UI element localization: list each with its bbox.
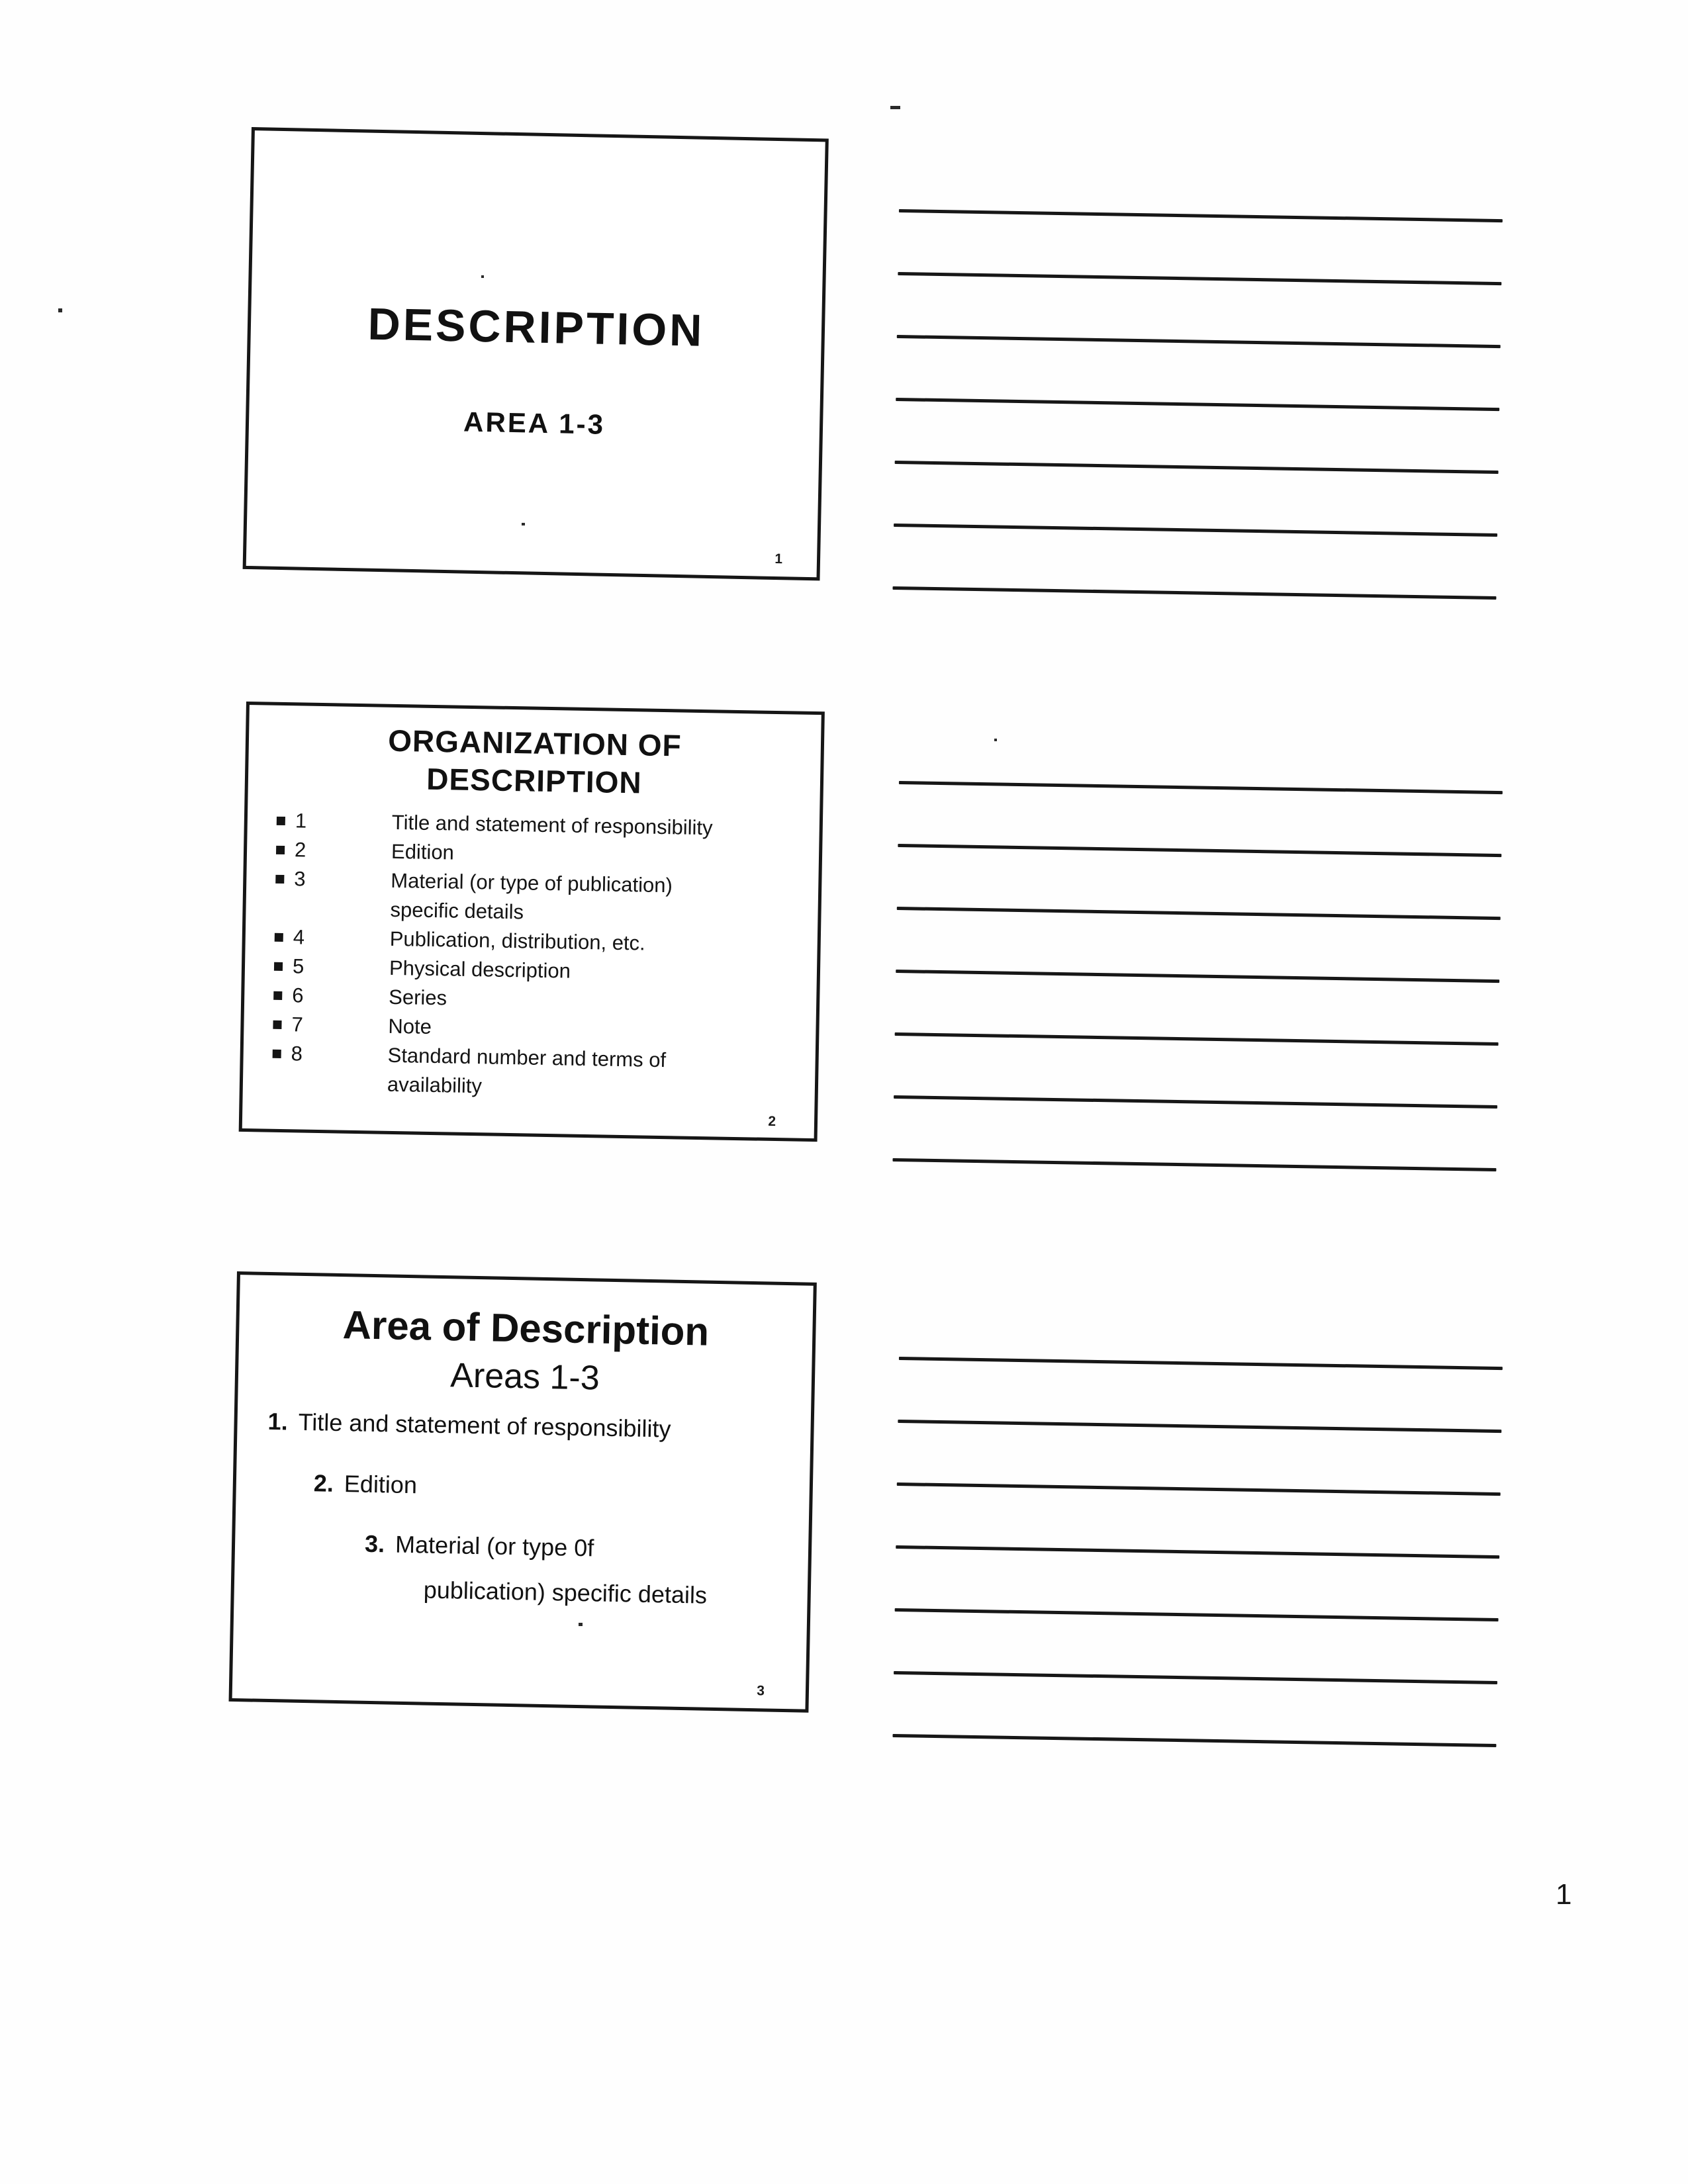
numbered-item-wrap [423, 1576, 707, 1610]
item-number: 6 [291, 983, 304, 1007]
item-number: 1 [295, 809, 307, 833]
item-text: Edition [391, 839, 455, 864]
scan-speck [58, 308, 62, 312]
item-text: Material (or type of publication) [391, 868, 673, 897]
item-number: 8 [291, 1042, 303, 1066]
item-number: 3 [294, 867, 306, 891]
note-line [896, 398, 1499, 411]
item-text: Publication, distribution, etc. [389, 927, 646, 955]
slide-3 [229, 1271, 817, 1713]
note-line [898, 1420, 1501, 1433]
item-number: 7 [291, 1013, 304, 1036]
note-line [894, 1671, 1497, 1684]
bullet-square-icon [276, 846, 285, 854]
slide-1-number: 1 [774, 551, 783, 567]
numbered-item [365, 1530, 594, 1563]
slide-1-subtitle: AREA 1-3 [463, 406, 606, 440]
note-line [894, 1095, 1497, 1109]
note-line [897, 907, 1501, 920]
bullet-square-icon [275, 933, 283, 942]
page-number: 1 [1556, 1878, 1572, 1911]
note-line [894, 523, 1497, 537]
scan-speck [994, 739, 997, 741]
item-text-wrap: availability [387, 1072, 483, 1098]
note-line [898, 272, 1501, 285]
note-line [896, 1545, 1499, 1559]
slide-2-title-line2: DESCRIPTION [426, 761, 643, 800]
note-line [897, 1482, 1501, 1496]
note-line [899, 1357, 1503, 1370]
note-line [895, 461, 1499, 474]
note-line [896, 970, 1499, 983]
note-line [892, 586, 1496, 600]
bullet-square-icon [277, 817, 285, 825]
bullet-square-icon [274, 962, 283, 971]
list-item [246, 864, 812, 932]
item-number: 2 [294, 838, 306, 862]
item-text: publication) specific details [423, 1576, 708, 1609]
item-number: 5 [292, 954, 305, 978]
item-text: Standard number and terms of [387, 1043, 667, 1072]
slide-3-title: Area of Description [342, 1302, 710, 1354]
scan-speck [481, 275, 484, 278]
item-text-wrap: specific details [390, 897, 524, 924]
item-text: Edition [344, 1470, 418, 1499]
bullet-square-icon [273, 991, 282, 1000]
slide-2 [239, 702, 825, 1142]
note-line [895, 1608, 1499, 1621]
notes-lines-group-2 [892, 781, 1503, 1231]
bullet-square-icon [275, 875, 284, 884]
note-line [899, 209, 1503, 222]
scan-speck [890, 106, 900, 109]
slide-1 [243, 127, 829, 580]
item-text: Note [388, 1014, 432, 1038]
bullet-square-icon [273, 1021, 281, 1029]
note-line [897, 335, 1501, 348]
numbered-item [267, 1408, 671, 1443]
item-number: 1. [267, 1407, 289, 1435]
list-item [243, 1038, 809, 1107]
item-number: 3. [364, 1529, 385, 1558]
item-text: Physical description [389, 956, 571, 983]
slide-2-title-line1: ORGANIZATION OF [387, 723, 682, 763]
numbered-item [313, 1469, 417, 1499]
note-line [898, 844, 1501, 857]
bullet-square-icon [273, 1050, 281, 1058]
slide-2-title [248, 719, 821, 805]
scan-speck [579, 1623, 583, 1626]
note-line [892, 1158, 1496, 1171]
item-text: Title and statement of responsibility [298, 1408, 671, 1443]
item-number: 2. [313, 1469, 334, 1497]
scan-speck [522, 523, 525, 525]
note-line [899, 781, 1503, 794]
item-number: 4 [293, 925, 305, 949]
item-text: Title and statement of responsibility [391, 810, 713, 840]
note-line [895, 1032, 1499, 1046]
slide-3-subtitle: Areas 1-3 [449, 1356, 600, 1398]
notes-lines-group-3 [892, 1357, 1503, 1807]
notes-lines-group-1 [892, 209, 1503, 659]
note-line [892, 1734, 1496, 1747]
slide-2-number: 2 [768, 1113, 776, 1130]
slide-1-title: DESCRIPTION [367, 298, 706, 356]
item-text: Series [388, 985, 447, 1010]
slide-3-number: 3 [757, 1683, 765, 1699]
slide-2-list [243, 805, 814, 1107]
item-text: Material (or type 0f [395, 1530, 594, 1562]
